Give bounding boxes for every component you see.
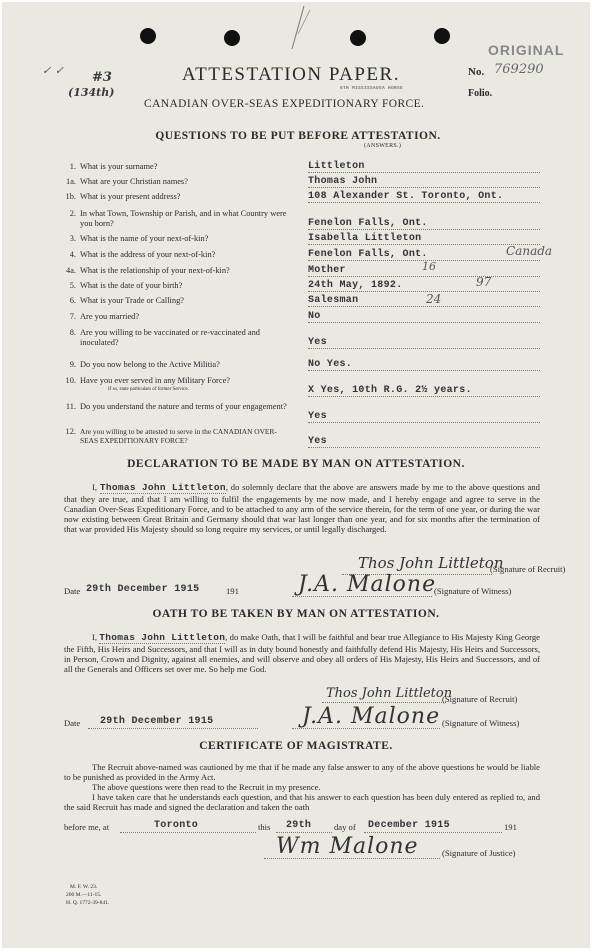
- oath-heading: OATH TO BE TAKEN BY MAN ON ATTESTATION.: [152, 608, 440, 620]
- question-text: What is the name of your next-of-kin?: [80, 234, 209, 243]
- answer-field: Yes: [308, 436, 540, 448]
- oath-recruit-name: Thomas John Littleton: [99, 632, 226, 643]
- certificate-month-year: December 1915: [368, 820, 450, 831]
- question-row: [62, 234, 542, 244]
- question-number: 11.: [65, 402, 76, 411]
- answer-field: Yes: [308, 337, 540, 349]
- oath-body: , do make Oath, that I will be faithful and bear true Allegiance to His Majesty King George the Fifth, His Heirs and Successors, and that I will as in duty bound honestly and faithfully defend His Majesty, His Heirs and Successors, in Person, Crown and Dignity, against all enemies, and will observe and obey all orders of His Majesty, His Heirs and Successors, and of all the Generals and Officers set over me. So help me God.: [64, 632, 541, 674]
- folio-label: Folio.: [468, 88, 493, 99]
- certificate-p3: I have taken care that he understands each question, and that his answer to each question has been duly entered as replied to, and the said Recruit has made and signed the declaration and taken the oath: [64, 792, 540, 812]
- declaration-witness-sig-label: (Signature of Witness): [434, 586, 512, 596]
- question-number: 10.: [65, 376, 76, 385]
- certificate-day: 29th: [286, 820, 312, 831]
- question-number: 8.: [69, 328, 76, 337]
- oath-date-label: Date: [64, 718, 81, 728]
- unit-stamp: 6TH MISSISSAUGA HORSE: [340, 86, 404, 91]
- question-number: 5.: [69, 281, 76, 290]
- question-text: In what Town, Township or Parish, and in what Country were you born?: [80, 209, 287, 228]
- question-text: Are you willing to be vaccinated or re-vaccinated and inoculated?: [80, 328, 260, 347]
- question-row: [62, 244, 553, 260]
- question-number: 4.: [69, 250, 76, 259]
- declaration-date-label: Date: [64, 586, 81, 596]
- answer-field: Yes: [308, 411, 540, 423]
- question-text: Do you now belong to the Active Militia?: [80, 360, 220, 369]
- oath-text: [64, 632, 540, 674]
- answer-field: X Yes, 10th R.G. 2½ years.: [308, 385, 540, 397]
- question-number: 6.: [69, 296, 76, 305]
- declaration-witness-sig-line: [292, 596, 432, 597]
- justice-signature: Wm Malone: [276, 834, 419, 859]
- punch-hole-4: [434, 28, 450, 44]
- question-subtext: If so, state particulars of former Service.: [108, 387, 189, 392]
- declaration-date: 29th December 1915: [86, 584, 200, 595]
- form-code-line3: H. Q. 1772-39-841.: [66, 900, 110, 906]
- check-marks: ✓ ✓: [42, 64, 64, 77]
- oath-recruit-sig-label: (Signature of Recruit): [442, 694, 518, 704]
- handwritten-note: 97: [476, 275, 492, 289]
- declaration-recruit-name: Thomas John Littleton: [99, 482, 226, 493]
- question-text: What is the address of your next-of-kin?: [80, 250, 216, 259]
- certificate-heading: CERTIFICATE OF MAGISTRATE.: [199, 740, 393, 752]
- oath-date-line: [88, 728, 258, 729]
- question-row: [62, 360, 542, 370]
- question-number: 9.: [69, 360, 76, 369]
- certificate-p1: The Recruit above-named was cautioned by me that if he made any false answer to any of the above questions he would be liable to be punished as provided in the Army Act.: [64, 762, 540, 782]
- question-text: Are you willing to be attested to serve in the CANADIAN OVER-SEAS EXPEDITIONARY FORCE?: [80, 427, 277, 445]
- question-row: [62, 162, 542, 172]
- form-code-line1: M. F. W. 23.: [70, 884, 98, 890]
- original-stamp: ORIGINAL: [488, 42, 565, 58]
- question-row: [62, 177, 542, 187]
- question-text: Have you ever served in any Military Force?: [80, 376, 230, 385]
- answer-field: 24th May, 1892.: [308, 280, 540, 292]
- declaration-text: [64, 482, 540, 534]
- answer-field: Thomas John: [308, 176, 540, 188]
- oath-date: 29th December 1915: [100, 716, 214, 727]
- question-row: [62, 402, 542, 422]
- answer-field: Isabella Littleton: [308, 233, 540, 245]
- question-number: 7.: [69, 312, 76, 321]
- answer-field: Salesman: [308, 295, 540, 307]
- question-number: 1b.: [65, 192, 76, 201]
- question-text: Do you understand the nature and terms of your engagement?: [80, 402, 287, 411]
- certificate-before-me: before me, at: [64, 822, 110, 832]
- question-number: 2.: [69, 209, 76, 218]
- question-text: What is the date of your birth?: [80, 281, 183, 290]
- attestation-paper: [2, 2, 590, 948]
- question-row: [62, 376, 542, 396]
- question-row: [62, 328, 542, 348]
- certificate-month-line: [364, 832, 502, 833]
- certificate-place-line: [120, 832, 256, 833]
- certificate-p2: The above questions were then read to the Recruit in my presence.: [92, 782, 321, 792]
- page-title: ATTESTATION PAPER.: [182, 64, 400, 85]
- oath-recruit-sig-line: [322, 702, 446, 703]
- certificate-day-line: [276, 832, 332, 833]
- question-row: [62, 260, 542, 276]
- regimental-number: 769290: [494, 62, 544, 77]
- answer-field: No: [308, 311, 540, 323]
- punch-hole-3: [350, 30, 366, 46]
- form-code-line2: 200 M.—11-15.: [66, 892, 102, 898]
- certificate-year-suffix: 191: [504, 822, 517, 832]
- handwritten-note: 16: [422, 260, 436, 273]
- answer-field: 108 Alexander St. Toronto, Ont.: [308, 191, 540, 203]
- declaration-recruit-signature: Thos John Littleton: [358, 554, 504, 572]
- declaration-heading: DECLARATION TO BE MADE BY MAN ON ATTESTATION.: [127, 458, 465, 470]
- answer-field: Mother: [308, 265, 540, 277]
- declaration-witness-signature: J.A. Malone: [298, 572, 437, 597]
- answer-field: Fenelon Falls, Ont.: [308, 249, 540, 261]
- question-row: [62, 292, 542, 306]
- oath-recruit-signature: Thos John Littleton: [326, 686, 453, 701]
- question-text: What is your Trade or Calling?: [80, 296, 184, 305]
- question-row: [62, 312, 542, 322]
- declaration-body: , do solemnly declare that the above are answers made by me to the above questions and that they are true, and that I am willing to fulfil the engagements by me now made, and I hereby engage and agree to serve in the Canadian Over-Seas Expeditionary Force, and to be attached to any arm of the service therein, for the term of one year, or during the war now existing between Great Britain and Germany should that war last longer than one year, and for six months after the termination of that war provided His Majesty should so long require my services, or until legally discharged.: [64, 482, 540, 534]
- oath-i: I,: [92, 632, 98, 642]
- questions-heading: QUESTIONS TO BE PUT BEFORE ATTESTATION.: [155, 130, 441, 142]
- oath-witness-signature: J.A. Malone: [302, 704, 441, 729]
- page-subtitle: CANADIAN OVER-SEAS EXPEDITIONARY FORCE.: [144, 98, 425, 110]
- question-text: What is your surname?: [80, 162, 158, 171]
- handwritten-note: 24: [426, 292, 442, 306]
- declaration-year-suffix: 191: [226, 586, 239, 596]
- certificate-place: Toronto: [154, 820, 199, 831]
- question-number: 12.: [65, 427, 76, 436]
- question-text: What is your present address?: [80, 192, 181, 201]
- question-text: What are your Christian names?: [80, 177, 188, 186]
- answer-field: Littleton: [308, 161, 540, 173]
- question-row: [62, 275, 542, 291]
- answer-field: Fenelon Falls, Ont.: [308, 218, 540, 230]
- answer-field: No Yes.: [308, 359, 540, 371]
- question-number: 1.: [69, 162, 76, 171]
- justice-sig-label: (Signature of Justice): [442, 848, 516, 858]
- declaration-i: I,: [92, 482, 98, 492]
- question-number: 4a.: [66, 266, 76, 275]
- oath-witness-sig-label: (Signature of Witness): [442, 718, 520, 728]
- answers-label: (ANSWERS.): [364, 143, 402, 149]
- punch-hole-1: [140, 28, 156, 44]
- oath-witness-sig-line: [292, 728, 440, 729]
- justice-sig-line: [264, 858, 440, 859]
- certificate-this-label: this: [258, 822, 271, 832]
- certificate-day-of: day of: [334, 822, 356, 832]
- unit-name: (134th): [68, 86, 115, 99]
- question-text: Are you married?: [80, 312, 140, 321]
- unit-number: #3: [92, 70, 112, 85]
- declaration-recruit-sig-label: (Signature of Recruit): [490, 564, 566, 574]
- handwritten-note: Canada: [506, 244, 553, 258]
- question-row: [62, 427, 542, 447]
- punch-hole-2: [224, 30, 240, 46]
- no-label: No.: [468, 66, 485, 78]
- question-number: 3.: [69, 234, 76, 243]
- question-number: 1a.: [66, 177, 76, 186]
- question-row: [62, 192, 542, 202]
- question-text: What is the relationship of your next-of-kin?: [80, 266, 230, 275]
- question-row: [62, 209, 542, 229]
- pencil-mark: [274, 4, 314, 54]
